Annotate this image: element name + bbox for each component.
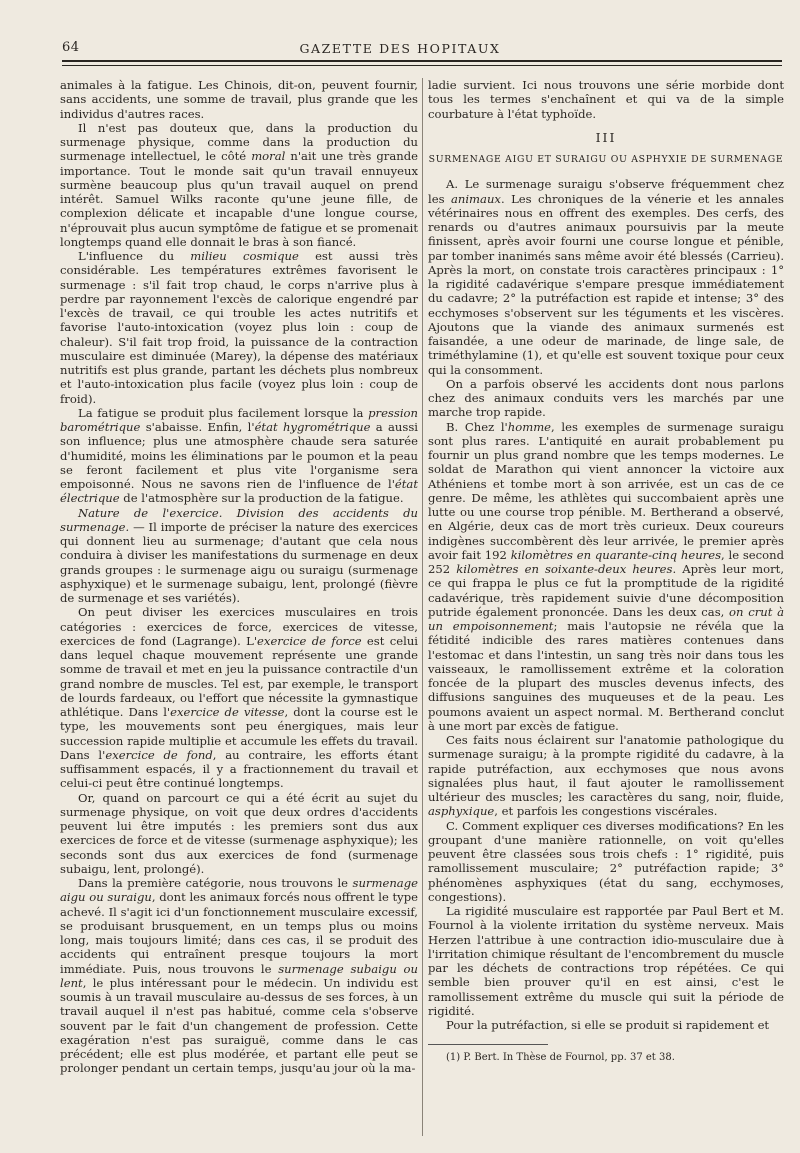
header-rule-thick — [62, 60, 782, 62]
paragraph: Pour la putréfaction, si elle se produit si rapidement et — [446, 1018, 770, 1032]
paragraph: Il n'est pas douteux que, dans la production du surmenage physique, comme dans la production du surmenage intellectuel, le côté moral n'ait une très grande importance. Tout le monde sait qu'un travail ennuyeux surmène beaucoup plus qu'un travail auquel on prend intérêt. Samuel Wilks raconte qu'une jeune fille, de complexion délicate et incapable d'une longue course, n'éprouvait plus aucun symptôme de fatigue et se promenait longtemps quand elle donnait le bras à son fiancé. — [60, 120, 418, 249]
paragraph: A. Le surmenage suraigu s'observe fréquemment chez les animaux. Les chroniques de la vénerie et les annales vétérinaires nous en offrent des exemples. Des cerfs, des renards ou d'autres animaux poursuivis par la meute finissent, après avoir fourni une course longue et pénible, par tomber inanimés sans même avoir été blessés (Carrieu). Après la mort, on constate trois caractères principaux : 1° la rigidité cadavérique s'empare presque immédiatement du cadavre; 2° la putréfaction est rapide et intense; 3° des ecchymoses s'observent sur les téguments et les viscères. Ajoutons que la viande des animaux surmenés est faisandée, a une odeur de marinade, de linge sale, de triméthylamine (1), et qu'elle est souvent toxique pour ceux qui la consomment. — [428, 177, 784, 377]
paragraph: Dans la première catégorie, nous trouvons le surmenage aigu ou suraigu, dont les animaux forcés nous offrent le type achevé. Il s'agit ici d'un fonctionnement musculaire excessif, se produisant brusquement, en un temps plus ou moins long, mais toujours limité; dans ces cas, il se produit des accidents qui entraînent presque toujours la mort immédiate. Puis, nous trouvons le surmenage subaigu ou lent, le plus intéressant pour le médecin. Un individu est soumis à un travail musculaire au-dessus de ses forces, à un travail auquel il n'est pas habitué, comme cela s'observe souvent par le fait d'un changement de profession. Cette exagération n'est pas suraiguë, comme dans le cas précédent; elle est plus modérée, et partant elle peut se prolonger pendant un certain temps, jusqu'au jour où la ma- — [60, 876, 419, 1076]
footnote: (1) P. Bert. In Thèse de Fournol, pp. 37 et 38. — [446, 1052, 675, 1064]
right-column — [428, 78, 784, 1066]
left-column — [60, 78, 418, 1076]
paragraph: B. Chez l'homme, les exemples de surmenage suraigu sont plus rares. L'antiquité en aurait probablement pu fournir un plus grand nombre que les temps modernes. Le soldat de Marathon qui vient annoncer la victoire aux Athéniens et tombe mort à son arrivée, est un cas de ce genre. De même, les athlètes qui succombaient après une lutte ou une course trop pénible. M. Bertherand a observé, en Algérie, deux cas de mort très curieux. Deux coureurs indigènes succombèrent dès leur arrivée, le premier après avoir fait 192 kilomètres en quarante-cinq heures, le second 252 kilomètres en soixante-deux heures. Après leur mort, ce qui frappa le plus ce fut la promptitude de la rigidité cadavérique, très rapidement suivie d'une décomposition putride également prononcée. Dans les deux cas, on crut à un empoisonnement; mais l'autopsie ne révéla que la fétidité indicible des rares matières contenues dans l'estomac et dans l'intestin, un sang très noir dans tous les vaisseaux, le ramollissement extrême et la coloration foncée de la plupart des muscles devenus infects, des diffusions sanguines des muqueuses et de la peau. Les poumons avaient un aspect normal. M. Bertherand conclut à une mort par excès de fatigue. — [428, 419, 784, 733]
section-title: SURMENAGE AIGU ET SURAIGU OU ASPHYXIE DE SURMENAGE — [428, 154, 784, 165]
column-divider — [422, 78, 423, 1136]
header-rule-thin — [62, 65, 782, 66]
paragraph: La rigidité musculaire est rapportée par Paul Bert et M. Fournol à la violente irritation du système nerveux. Mais Herzen l'attribue à une contraction idio-musculaire due à l'irritation chimique résultant de l'encombrement du muscle par les déchets de contractions trop répétées. Ce qui semble bien prouver qu'il en est ainsi, c'est le ramollissement extrême du muscle qui suit la période de rigidité. — [428, 904, 784, 1018]
paragraph: Or, quand on parcourt ce qui a été écrit au sujet du surmenage physique, on voit que deux ordres d'accidents peuvent lui être imputés : les premiers sont dus aux exercices de force et de vitesse (surmenage asphyxique); les seconds sont dus aux exercices de fond (surmenage subaigu, lent, prolongé). — [60, 790, 418, 876]
section-number: III — [595, 129, 617, 145]
paragraph: L'influence du milieu cosmique est aussi très considérable. Les températures extrêmes favorisent le surmenage : s'il fait trop chaud, le corps n'arrive plus à perdre par rayonnement l'excès de calorique engendré par l'excès de travail, ce qui trouble les actes nutritifs et favorise l'auto-intoxication (voyez plus loin : coup de chaleur). S'il fait trop froid, la puissance de la contraction musculaire est diminuée (Marey), la dépense des matériaux nutritifs est plus grande, partant les déchets plus nombreux et l'auto-intoxication plus facile (voyez plus loin : coup de froid). — [60, 249, 418, 406]
paragraph: animales à la fatigue. Les Chinois, dit-on, peuvent fournir, sans accidents, une somme de travail, plus grande que les individus d'autres races. — [60, 78, 418, 121]
footnote-rule — [428, 1044, 548, 1045]
paragraph: Ces faits nous éclairent sur l'anatomie pathologique du surmenage suraigu; à la prompte rigidité du cadavre, à la rapide putréfaction, aux ecchymoses que nous avons signalées plus haut, il faut ajouter le ramollissement ultérieur des muscles; les caractères du sang, noir, fluide, asphyxique, et parfois les congestions viscérales. — [428, 733, 784, 819]
page-number: 64 — [62, 40, 80, 55]
paragraph: C. Comment expliquer ces diverses modifications? En les groupant d'une manière rationnelle, on voit qu'elles peuvent être classées sous trois chefs : 1° rigidité, puis ramollissement musculaire; 2° putréfaction rapide; 3° phénomènes asphyxiques (état du sang, ecchymoses, congestions). — [428, 818, 784, 904]
paragraph: ladie survient. Ici nous trouvons une série morbide dont tous les termes s'enchaînent et qui va de la simple courbature à l'état typhoïde. — [428, 78, 784, 121]
paragraph: On a parfois observé les accidents dont nous parlons chez des animaux conduits vers les marchés par une marche trop rapide. — [428, 376, 784, 420]
running-title: GAZETTE DES HOPITAUX — [299, 41, 501, 56]
paragraph: On peut diviser les exercices musculaires en trois catégories : exercices de force, exercices de vitesse, exercices de fond (Lagrange). L'exercice de force est celui dans lequel chaque mouvement représente une grande somme de travail et met en jeu la puissance contractile d'un grand nombre de muscles. Tel est, par exemple, le transport de lourds fardeaux, ou l'effort que nécessite la gymnastique athlétique. Dans l'exercice de vitesse, dont la course est le type, les mouvements sont peu énergiques, mais leur succession rapide multiplie et accumule les effets du travail. Dans l'exercice de fond, au contraire, les efforts étant suffisamment espacés, il y a fractionnement du travail et celui-ci peut être continué longtemps. — [60, 605, 418, 791]
paragraph: Nature de l'exercice. Division des accidents du surmenage. — Il importe de préciser la nature des exercices qui donnent lieu au surmenage; d'autant que cela nous conduira à diviser les manifestations du surmenage en deux grands groupes : le surmenage aigu ou suraigu (surmenage asphyxique) et le surmenage subaigu, lent, prolongé (fièvre de surmenage et ses variétés). — [60, 505, 418, 605]
paragraph: La fatigue se produit plus facilement lorsque la pression barométrique s'abaisse. Enfin, l'état hygrométrique a aussi son influence; plus une atmosphère chaude sera saturée d'humidité, moins les éliminations par le poumon et la peau se feront facilement et plus vite l'organisme sera empoisonné. Nous ne savons rien de l'influence de l'état électrique de l'atmosphère sur la production de la fatigue. — [60, 405, 418, 506]
